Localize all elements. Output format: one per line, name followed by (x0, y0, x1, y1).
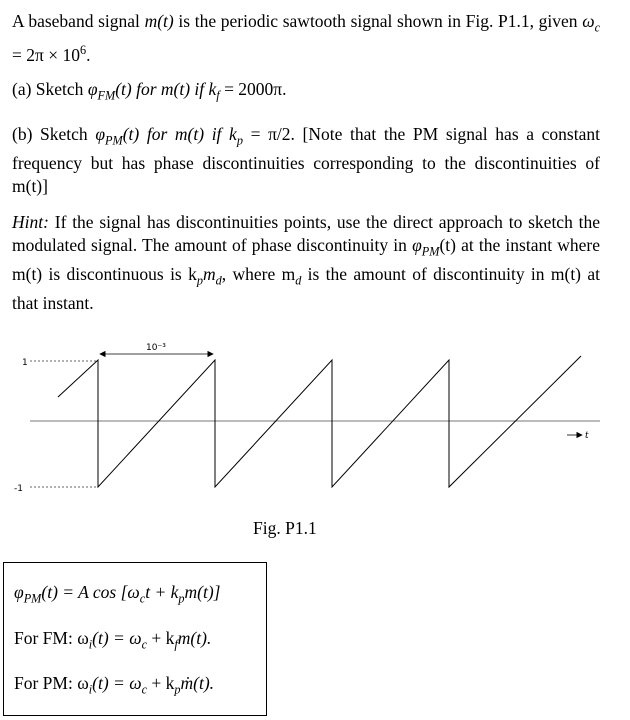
hint-ksub: p (196, 273, 203, 287)
hint-dsub-2: d (295, 273, 302, 287)
f3-isub: i (88, 682, 93, 697)
hint-text-2: (t) at the instant where m(t) is discontinuous is k (12, 234, 600, 284)
f3-k: + k (147, 673, 175, 693)
part-b-pre: (b) Sketch (12, 124, 96, 144)
formula-box (3, 562, 267, 716)
part-a-mid: (t) for m(t) if k (115, 79, 217, 99)
y-label-bottom: -1 (14, 484, 23, 494)
intro-signal: m(t) (144, 11, 174, 31)
hint-phi: φ (412, 234, 422, 255)
intro-eq: = 2π × 10 (12, 44, 80, 65)
part-a-phi: φ (87, 79, 98, 99)
f2-pre: For FM: ω (14, 628, 89, 648)
hint-m: m (202, 263, 216, 284)
f2-isub: i (88, 637, 93, 652)
intro-omega-sub: c (594, 20, 600, 35)
f1-end: m(t)] (184, 582, 221, 602)
part-b-mid: (t) for m(t) if k (122, 124, 237, 144)
f1-phi: φ (14, 582, 24, 602)
intro-text-2: is the periodic sawtooth signal shown in Fig. P1.1, given (173, 11, 583, 31)
hint-label: Hint: (12, 212, 49, 232)
problem-intro (12, 10, 600, 66)
hint-text-1: If the signal has discontinuities points, use the direct approach to sketch the modulated signal. The amount of phase discontinuity in (12, 212, 600, 255)
hint-text-5: is the amount of discontinuity in m(t) at that instant. (12, 263, 600, 313)
f2-end: m(t). (177, 628, 212, 648)
part-a-end: = 2000π. (219, 79, 287, 99)
figure-caption: Fig. P1.1 (253, 518, 317, 538)
intro-end: . (86, 44, 91, 65)
t-label: t (585, 431, 589, 441)
intro-text: A baseband signal (12, 11, 145, 31)
f2-csub: c (141, 637, 148, 652)
f1-csub: c (139, 591, 146, 606)
hint-sub: PM (421, 244, 440, 258)
part-a (12, 78, 600, 107)
part-b-end: = π/2. [Note that the PM signal has a constant frequency but has phase discontinuities corresponding to the discontinuities of m(t)] (12, 124, 600, 196)
intro-omega: ω (582, 11, 595, 31)
f2-mid: (t) = ω (92, 628, 142, 648)
part-b-ksub: p (236, 133, 243, 148)
part-a-sub: FM (97, 88, 116, 103)
part-a-ksub: f (216, 88, 220, 103)
intro-exp: 6 (79, 43, 87, 57)
period-label: 10⁻³ (146, 343, 166, 353)
part-b-sub: PM (105, 133, 123, 148)
y-label-top: 1 (22, 358, 28, 368)
part-a-pre: (a) Sketch (12, 79, 88, 99)
formula-fm (14, 628, 211, 653)
part-b-phi: φ (95, 124, 105, 144)
hint-text-4: , where m (221, 263, 296, 284)
hint-paragraph (12, 211, 600, 314)
f1-sub: PM (23, 591, 42, 606)
f3-psub: p (174, 682, 181, 697)
f2-fsub: f (174, 637, 178, 652)
formula-pm-freq (14, 673, 214, 698)
f3-mid: (t) = ω (92, 673, 142, 693)
sawtooth-figure (0, 330, 630, 515)
f1-rest: (t) = A cos [ω (41, 582, 140, 602)
f1-psub: p (178, 591, 185, 606)
formula-pm (14, 582, 221, 607)
hint-dsub: d (215, 273, 222, 287)
f3-csub: c (141, 682, 148, 697)
part-b (12, 123, 600, 197)
f1-t: t + k (145, 582, 179, 602)
f3-end: ṁ(t). (180, 673, 215, 693)
f3-pre: For PM: ω (14, 673, 89, 693)
f2-k: + k (147, 628, 175, 648)
